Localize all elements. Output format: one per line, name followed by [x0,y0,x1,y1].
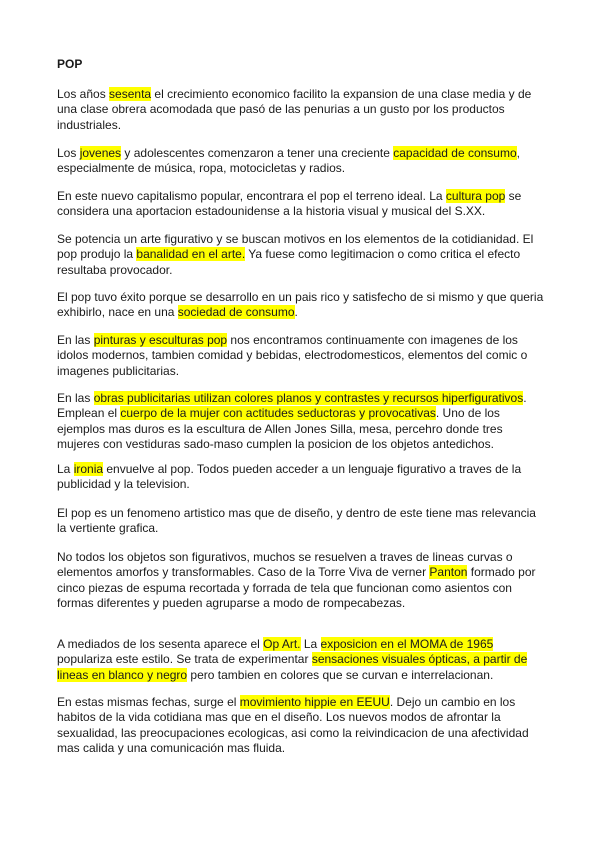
paragraph [57,462,547,493]
text-span: . Emplean el [57,391,527,421]
highlighted-text: banalidad en el arte. [136,247,246,262]
paragraph [57,506,547,537]
highlighted-text: sensaciones visuales ópticas, a partir de lineas en blanco y negro [57,652,528,682]
text-span: nos encontramos continuamente con imagenes de los idolos modernos, tambien comidad y bebidas, electrodomesticos, elementos del comic o imagenes publicitarias. [57,333,528,378]
text-span: . [294,305,298,320]
text-span: En este nuevo capitalismo popular, encontrara el pop el terreno ideal. La [57,189,446,203]
text-span: Los años [57,87,110,101]
highlighted-text: ironia [73,462,104,476]
text-span: Los [57,146,80,160]
text-span: La [57,462,74,476]
paragraph [57,87,547,133]
text-span: El pop tuvo éxito porque se desarrollo en un pais rico y satisfecho de si mismo y que queria exhibirlo, nace en una [57,290,544,320]
text-span: Ya fuese como legitimacion o como critica el efecto resultaba provocador. [57,247,521,277]
paragraph [57,146,547,177]
highlighted-text: movimiento hippie en EEUU [239,695,390,709]
highlighted-text: capacidad de consumo [393,146,517,160]
highlighted-text: sesenta [109,87,152,101]
highlighted-text: sociedad de consumo [177,305,295,320]
document-title: POP [57,57,83,71]
text-span: envuelve al pop. Todos pueden acceder a un lenguaje figurativo a traves de la publicidad y la television. [57,462,522,492]
highlighted-text: obras publicitarias utilizan colores planos y contrastes y recursos hiperfigurativos [93,391,524,405]
text-span: , especialmente de música, ropa, motocicletas y radios. [57,146,520,176]
paragraph [57,232,547,278]
paragraph [57,290,547,321]
text-span: Se potencia un arte figurativo y se buscan motivos en los elementos de la cotidianidad. El pop produjo la [57,232,534,262]
paragraph [57,391,547,453]
text-span: populariza este estilo. Se trata de experimentar [57,652,312,667]
highlighted-text: cuerpo de la mujer con actitudes seductoras y provocativas [120,406,436,421]
text-span: pero tambien en colores que se curvan e interrelacionan. [187,667,494,682]
text-span: . Uno de los ejemplos mas duros es la escultura de Allen Jones Silla, mesa, percehro donde tres mujeres con vestiduras sado-maso cumplen la posicion de los objetos antedichos. [57,406,503,452]
text-span: A mediados de los sesenta aparece el [57,637,264,651]
text-span: formado por cinco piezas de espuma recortada y forrada de tela que funcionan como asientos con formas diferentes y pueden agruparse a modo de rompecabezas. [57,565,536,611]
text-span: En las [57,391,94,405]
paragraph [57,189,547,220]
text-span: y adolescentes comenzaron a tener una creciente [121,146,394,160]
highlighted-text: pinturas y esculturas pop [93,333,228,347]
text-span: En estas mismas fechas, surge el [57,695,240,709]
text-span: La [300,637,321,651]
text-span: se considera una aportacion estadounidense a la historia visual y musical del S.XX. [57,189,522,219]
highlighted-text: Op Art. [263,637,301,651]
paragraph [57,695,547,757]
paragraph [57,333,547,379]
paragraph [57,550,547,612]
text-span: . Dejo un cambio en los habitos de la vida cotidiana mas que en el diseño. Los nuevos modos de afrontar la sexualidad, las preocupaciones ecologicas, asi como la reivindicacion de una afectividad mas calida y una comunicación mas fluida. [57,695,529,756]
highlighted-text: Panton [429,565,468,580]
text-span: No todos los objetos son figurativos, muchos se resuelven a traves de lineas curvas o elementos amorfos y transformables. Caso de la Torre Viva de verner [57,550,513,580]
text-span: El pop es un fenomeno artistico mas que de diseño, y dentro de este tiene mas relevancia la vertiente grafica. [57,506,536,536]
highlighted-text: exposicion en el MOMA de 1965 [320,637,494,651]
text-span: el crecimiento economico facilito la expansion de una clase media y de una clase obrera acomodada que pasó de las penurias a un gusto por los productos industriales. [57,87,532,132]
text-span: En las [57,333,94,347]
highlighted-text: jovenes [79,146,122,160]
highlighted-text: cultura pop [445,189,506,203]
paragraph [57,637,547,683]
